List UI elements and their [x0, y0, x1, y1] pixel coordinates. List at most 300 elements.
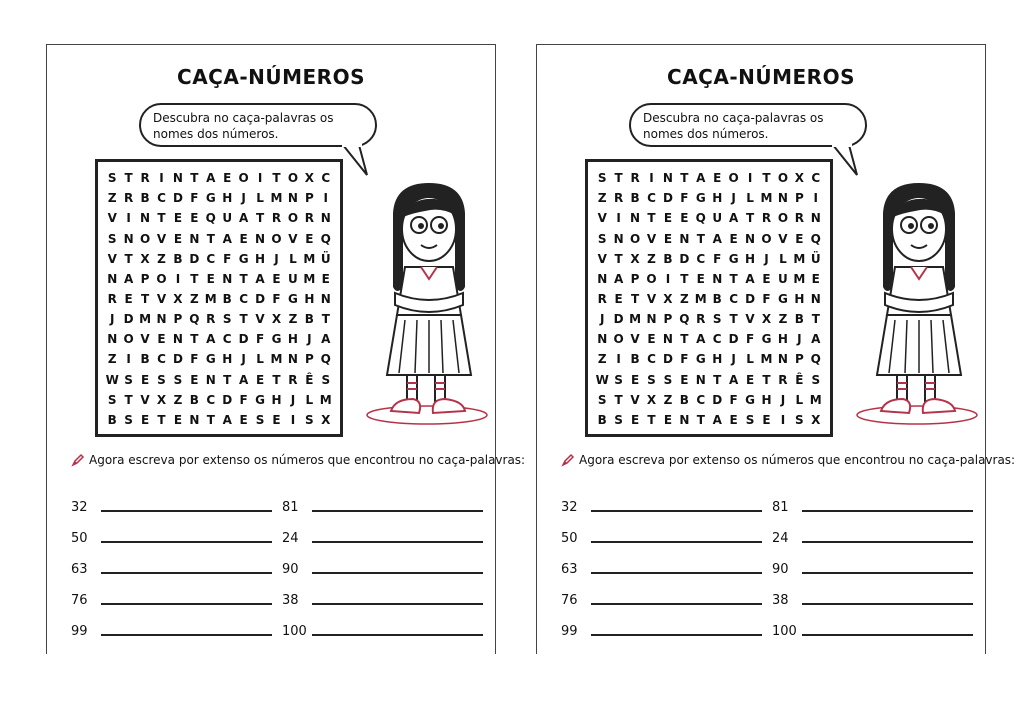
grid-letter: S [811, 372, 821, 387]
grid-letter: T [190, 171, 199, 186]
grid-letter: O [287, 211, 299, 226]
grid-letter: X [304, 171, 314, 186]
grid-letter: G [695, 352, 706, 367]
answer-line[interactable] [802, 622, 973, 636]
grid-letter: V [597, 251, 607, 266]
grid-letter: N [646, 312, 657, 327]
grid-letter: G [205, 191, 216, 206]
grid-letter: R [271, 211, 282, 226]
grid-letter: X [156, 392, 167, 407]
grid-letter: T [206, 412, 215, 427]
grid-letter: H [794, 291, 805, 306]
grid-letter: A [206, 171, 216, 186]
girl-illustration [365, 175, 493, 425]
grid-letter: G [271, 332, 282, 347]
grid-letter: A [123, 271, 134, 286]
grid-letter: T [124, 251, 133, 266]
grid-letter: C [206, 392, 216, 407]
grid-letter: O [156, 271, 167, 286]
number-label: 50 [561, 531, 578, 546]
grid-letter: T [630, 291, 640, 306]
grid-letter: Z [107, 191, 117, 206]
grid-letter: O [777, 171, 789, 186]
number-label: 32 [561, 500, 578, 515]
grid-letter: L [256, 352, 264, 367]
grid-letter: S [173, 372, 183, 387]
grid-letter: V [778, 231, 788, 246]
grid-letter: L [779, 251, 787, 266]
answer-row [71, 557, 272, 577]
answer-line[interactable] [101, 498, 272, 512]
grid-letter: E [680, 211, 689, 226]
grid-letter: X [630, 251, 640, 266]
grid-letter: B [304, 312, 314, 327]
grid-letter: T [680, 271, 689, 286]
grid-letter: H [287, 332, 298, 347]
grid-letter: F [680, 191, 689, 206]
grid-letter: D [662, 191, 673, 206]
grid-letter: R [124, 191, 134, 206]
grid-letter: A [222, 231, 232, 246]
grid-letter: C [321, 171, 331, 186]
grid-letter: N [810, 291, 821, 306]
grid-letter: T [696, 231, 705, 246]
grid-letter: J [764, 251, 769, 266]
grid-letter: L [256, 191, 264, 206]
answer-line[interactable] [591, 591, 762, 605]
grid-letter: G [777, 291, 788, 306]
grid-letter: E [647, 332, 656, 347]
answer-row [282, 557, 483, 577]
grid-letter: T [272, 171, 281, 186]
worksheet-right [536, 44, 1016, 654]
answer-line[interactable] [101, 622, 272, 636]
grid-letter: S [614, 412, 623, 427]
grid-letter: B [794, 312, 804, 327]
word-search-grid [585, 159, 833, 437]
grid-letter: A [613, 271, 624, 286]
grid-letter: B [679, 392, 689, 407]
grid-letter: N [679, 412, 690, 427]
grid-letter: O [287, 171, 299, 186]
grid-letter: N [189, 231, 200, 246]
grid-letter: U [712, 211, 723, 226]
grid-letter: N [107, 332, 118, 347]
answer-line[interactable] [591, 622, 762, 636]
grid-letter: N [287, 352, 298, 367]
grid-letter: M [793, 251, 806, 266]
grid-letter: E [305, 231, 314, 246]
grid-letter: D [728, 332, 739, 347]
grid-letter: A [712, 412, 722, 427]
grid-letter: H [255, 251, 266, 266]
grid-letter: D [172, 352, 183, 367]
number-label: 38 [772, 593, 789, 608]
instruction-label: Agora escreva por extenso os números que encontrou no caça-palavras: [89, 453, 526, 467]
grid-letter: N [597, 332, 608, 347]
girl-illustration [855, 175, 983, 425]
grid-letter: R [107, 291, 117, 306]
grid-letter: T [647, 412, 656, 427]
grid-letter: I [665, 271, 671, 286]
grid-letter: N [205, 372, 216, 387]
grid-letter: A [255, 271, 265, 286]
answer-row [71, 526, 272, 546]
grid-letter: J [731, 191, 736, 206]
answer-line[interactable] [101, 560, 272, 574]
grid-letter: N [320, 291, 331, 306]
grid-letter: Z [778, 312, 788, 327]
grid-letter: A [206, 332, 216, 347]
grid-letter: E [239, 412, 248, 427]
grid-letter: V [107, 211, 117, 226]
number-label: 99 [561, 624, 578, 639]
speech-bubble: Descubra no caça-palavras os nomes dos números. [139, 103, 377, 147]
grid-letter: O [728, 171, 739, 186]
grid-letter: D [255, 291, 266, 306]
grid-letter: H [712, 191, 723, 206]
number-label: 81 [282, 500, 299, 515]
grid-letter: V [140, 392, 150, 407]
answer-row [561, 588, 762, 608]
pencil-icon [71, 453, 85, 467]
instruction-text [561, 453, 1016, 467]
grid-letter: Z [107, 352, 117, 367]
grid-letter: Q [320, 352, 331, 367]
grid-letter: U [222, 211, 233, 226]
grid-letter: R [696, 312, 706, 327]
grid-letter: E [811, 271, 820, 286]
grid-letter: E [173, 231, 183, 246]
grid-letter: M [139, 312, 152, 327]
grid-letter: P [304, 352, 314, 367]
grid-letter: N [695, 372, 706, 387]
grid-letter: D [712, 392, 723, 407]
grid-letter: T [157, 412, 166, 427]
grid-letter: V [288, 231, 298, 246]
speech-bubble-tail [827, 143, 867, 177]
grid-letter: A [696, 332, 706, 347]
grid-letter: V [107, 251, 117, 266]
grid-letter: Z [288, 312, 298, 327]
grid-letter: S [157, 372, 166, 387]
grid-letter: L [795, 392, 804, 407]
grid-letter: J [241, 191, 246, 206]
grid-letter: H [271, 392, 282, 407]
answer-row [772, 619, 973, 639]
grid-letter: N [679, 231, 690, 246]
grid-letter: M [760, 191, 773, 206]
grid-letter: I [126, 211, 131, 226]
grid-letter: N [777, 191, 788, 206]
grid-letter: T [190, 271, 199, 286]
answer-line[interactable] [312, 622, 483, 636]
grid-letter: M [793, 271, 806, 286]
answer-line[interactable] [101, 591, 272, 605]
grid-letter: H [222, 352, 233, 367]
grid-letter: M [270, 191, 283, 206]
grid-letter: N [662, 332, 673, 347]
grid-letter: R [614, 191, 624, 206]
answer-line[interactable] [802, 498, 973, 512]
grid-letter: F [745, 332, 755, 347]
answer-row [561, 495, 762, 515]
grid-letter: P [630, 271, 640, 286]
grid-letter: X [761, 312, 772, 327]
pencil-icon [561, 453, 575, 467]
grid-letter: F [255, 332, 265, 347]
grid-letter: Z [647, 251, 656, 266]
grid-letter: Z [157, 251, 166, 266]
worksheet-title: CAÇA-NÚMEROS [667, 65, 855, 89]
grid-letter: C [647, 191, 656, 206]
grid-letter: E [206, 271, 215, 286]
grid-letter: M [760, 352, 773, 367]
grid-letter: I [126, 352, 131, 367]
grid-letter: C [696, 392, 706, 407]
grid-letter: Ü [320, 251, 331, 266]
grid-letter: H [761, 392, 772, 407]
grid-letter: Z [597, 191, 607, 206]
answer-line[interactable] [312, 498, 483, 512]
grid-letter: B [630, 191, 640, 206]
grid-letter: T [647, 211, 656, 226]
number-label: 90 [282, 562, 299, 577]
grid-letter: B [189, 392, 199, 407]
grid-letter: V [255, 312, 265, 327]
grid-letter: T [745, 211, 755, 226]
grid-letter: T [206, 231, 215, 246]
grid-letter: E [630, 412, 640, 427]
grid-letter: B [140, 191, 150, 206]
grid-letter: I [323, 191, 329, 206]
answer-line[interactable] [312, 529, 483, 543]
number-label: 76 [561, 593, 578, 608]
grid-letter: S [124, 412, 133, 427]
grid-letter: C [206, 251, 216, 266]
grid-letter: F [729, 392, 738, 407]
speech-bubble-tail [337, 143, 377, 177]
grid-letter: S [107, 231, 117, 246]
number-label: 81 [772, 500, 789, 515]
answer-lines [71, 495, 483, 639]
number-label: 90 [772, 562, 789, 577]
grid-letter: G [695, 191, 706, 206]
grid-letter: H [222, 191, 233, 206]
grid-letter: T [239, 271, 248, 286]
grid-letter: L [746, 352, 754, 367]
grid-letter: I [813, 191, 819, 206]
grid-letter: H [712, 352, 723, 367]
grid-letter: T [680, 171, 689, 186]
grid-letter: J [731, 352, 736, 367]
grid-letter: S [647, 372, 656, 387]
grid-letter: E [239, 231, 248, 246]
grid-letter: S [222, 312, 232, 327]
grid-letter: J [241, 352, 246, 367]
grid-letter: L [746, 191, 754, 206]
grid-letter: D [613, 312, 624, 327]
grid-letter: S [255, 412, 265, 427]
grid-letter: Z [663, 392, 673, 407]
worksheet-title: CAÇA-NÚMEROS [177, 65, 365, 89]
grid-letter: Z [597, 352, 607, 367]
grid-letter: E [321, 271, 330, 286]
grid-letter: Q [205, 211, 216, 226]
grid-letter: E [223, 171, 232, 186]
answer-row [772, 526, 973, 546]
grid-letter: C [647, 352, 656, 367]
grid-letter: D [662, 352, 673, 367]
grid-letter: I [747, 171, 753, 186]
answer-line[interactable] [802, 529, 973, 543]
grid-letter: C [729, 291, 739, 306]
grid-letter: A [712, 231, 722, 246]
grid-letter: F [239, 392, 248, 407]
grid-letter: F [190, 191, 199, 206]
grid-letter: U [288, 271, 298, 286]
grid-letter: P [173, 312, 183, 327]
grid-letter: I [616, 211, 621, 226]
grid-letter: O [139, 231, 151, 246]
number-label: 100 [772, 624, 797, 639]
grid-letter: S [597, 392, 607, 407]
grid-letter: O [761, 231, 772, 246]
grid-letter: R [288, 372, 298, 387]
answer-line[interactable] [802, 560, 973, 574]
grid-letter: F [190, 352, 199, 367]
grid-letter: O [271, 231, 282, 246]
grid-letter: N [613, 231, 624, 246]
grid-letter: E [173, 412, 183, 427]
grid-letter: R [140, 171, 150, 186]
grid-letter: E [190, 372, 199, 387]
answer-line[interactable] [591, 560, 762, 574]
grid-letter: O [777, 211, 789, 226]
grid-letter: T [255, 211, 265, 226]
answer-line[interactable] [591, 529, 762, 543]
grid-letter: B [597, 412, 607, 427]
number-label: 50 [71, 531, 88, 546]
grid-letter: X [646, 392, 657, 407]
grid-letter: T [811, 312, 820, 327]
grid-letter: S [795, 412, 804, 427]
grid-letter: J [290, 392, 296, 407]
grid-letter: C [696, 251, 706, 266]
worksheet-left [46, 44, 526, 654]
grid-letter: E [745, 372, 755, 387]
answer-lines [561, 495, 973, 639]
answer-row [561, 526, 762, 546]
grid-letter: T [762, 171, 771, 186]
answer-line[interactable] [312, 591, 483, 605]
grid-letter: W [595, 372, 609, 387]
grid-letter: D [123, 312, 134, 327]
grid-letter: P [794, 191, 804, 206]
grid-letter: H [745, 251, 756, 266]
grid-letter: N [172, 332, 183, 347]
grid-letter: X [271, 312, 282, 327]
grid-letter: O [646, 271, 657, 286]
grid-letter: T [680, 332, 689, 347]
grid-letter: G [287, 291, 298, 306]
grid-letter: S [614, 372, 623, 387]
grid-letter: Q [695, 211, 706, 226]
grid-letter: D [189, 251, 200, 266]
grid-letter: N [320, 211, 331, 226]
grid-letter: Q [679, 312, 690, 327]
grid-letter: S [663, 372, 673, 387]
grid-letter: B [712, 291, 722, 306]
grid-letter: T [124, 392, 133, 407]
grid-letter: S [745, 412, 755, 427]
answer-row [71, 619, 272, 639]
grid-letter: E [729, 412, 738, 427]
grid-letter: T [140, 291, 150, 306]
answer-line[interactable] [312, 560, 483, 574]
grid-letter: I [159, 171, 164, 186]
grid-letter: A [238, 372, 249, 387]
grid-letter: I [616, 352, 621, 367]
number-label: 32 [71, 500, 88, 515]
grid-letter: Q [810, 352, 821, 367]
grid-letter: D [238, 332, 249, 347]
grid-letter: N [287, 191, 298, 206]
grid-letter: B [107, 412, 117, 427]
grid-letter: L [289, 251, 297, 266]
grid-letter: D [172, 191, 183, 206]
grid-letter: T [614, 171, 623, 186]
answer-row [772, 588, 973, 608]
grid-letter: J [274, 251, 279, 266]
instruction-text [71, 453, 526, 467]
grid-letter: T [614, 392, 623, 407]
grid-letter: T [696, 412, 705, 427]
grid-letter: F [272, 291, 281, 306]
answer-line[interactable] [101, 529, 272, 543]
grid-letter: W [105, 372, 119, 387]
grid-letter: T [272, 372, 281, 387]
grid-letter: A [321, 332, 331, 347]
grid-letter: Ê [795, 372, 804, 387]
grid-letter: C [157, 352, 166, 367]
grid-letter: S [597, 231, 607, 246]
grid-letter: V [646, 231, 657, 246]
answer-line[interactable] [591, 498, 762, 512]
grid-letter: T [157, 211, 166, 226]
grid-letter: V [646, 291, 657, 306]
grid-letter: G [745, 392, 755, 407]
answer-line[interactable] [802, 591, 973, 605]
grid-letter: N [222, 271, 233, 286]
grid-letter: T [124, 171, 133, 186]
grid-letter: T [190, 332, 199, 347]
grid-letter: T [614, 251, 623, 266]
grid-letter: E [762, 412, 771, 427]
grid-letter: V [630, 332, 640, 347]
grid-letter: Q [320, 231, 331, 246]
grid-letter: O [238, 171, 249, 186]
grid-letter: C [222, 332, 232, 347]
grid-letter: P [140, 271, 150, 286]
grid-letter: V [156, 231, 167, 246]
grid-letter: T [729, 271, 738, 286]
grid-letter: N [107, 271, 118, 286]
answer-row [282, 588, 483, 608]
grid-letter: J [797, 332, 802, 347]
grid-letter: L [305, 392, 314, 407]
grid-letter: I [175, 271, 181, 286]
